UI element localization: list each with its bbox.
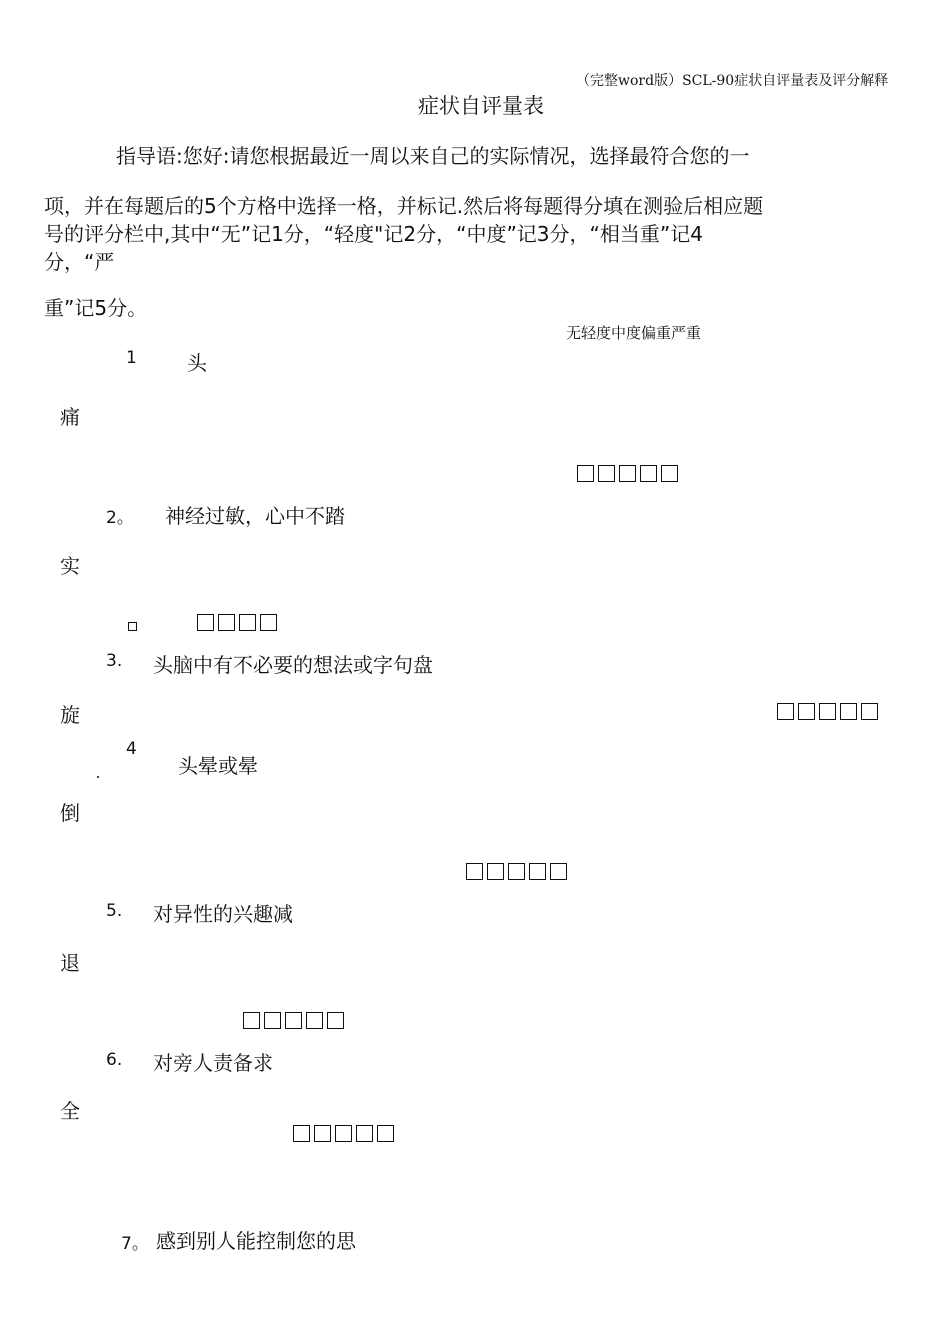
rating-checkbox-severe[interactable] (861, 703, 878, 720)
rating-boxes (197, 614, 277, 631)
rating-checkbox-moderate[interactable] (335, 1125, 352, 1142)
question-text: 神经过敏，心中不踏 (165, 504, 345, 528)
question-number: 2。 (106, 508, 134, 528)
rating-checkbox-rather-severe[interactable] (840, 703, 857, 720)
instructions-line-2: 项，并在每题后的5个方格中选择一格，并标记.然后将每题得分填在测验后相应题 (44, 194, 764, 218)
rating-checkbox-mild[interactable] (598, 465, 615, 482)
rating-checkbox-none[interactable] (243, 1012, 260, 1029)
rating-checkbox-rather-severe[interactable] (529, 863, 546, 880)
rating-checkbox-severe[interactable] (377, 1125, 394, 1142)
rating-checkbox-moderate[interactable] (619, 465, 636, 482)
rating-checkbox-severe[interactable] (661, 465, 678, 482)
question-text: 对异性的兴趣减 (153, 902, 293, 926)
question-text-continuation: 痛 (60, 405, 80, 429)
rating-checkbox-moderate[interactable] (819, 703, 836, 720)
document-header: （完整word版）SCL-90症状自评量表及评分解释 (576, 73, 889, 89)
question-text: 感到别人能控制您的思 (156, 1229, 356, 1253)
rating-checkbox-rather-severe[interactable] (640, 465, 657, 482)
rating-checkbox-severe[interactable] (260, 614, 277, 631)
question-number: 4 (126, 739, 137, 759)
rating-checkbox-mild[interactable] (314, 1125, 331, 1142)
rating-boxes (243, 1012, 344, 1029)
rating-checkbox-none[interactable] (466, 863, 483, 880)
rating-checkbox-none[interactable] (128, 622, 137, 631)
rating-checkbox-mild[interactable] (197, 614, 214, 631)
question-number: 5. (106, 901, 123, 921)
question-text-continuation: 倒 (60, 801, 80, 825)
instructions-line-5: 重”记5分。 (44, 296, 148, 320)
question-text: 头晕或晕 (178, 754, 258, 778)
question-text-continuation: 实 (60, 554, 80, 578)
rating-checkbox-moderate[interactable] (285, 1012, 302, 1029)
question-text-continuation: 退 (60, 951, 80, 975)
question-number: 7。 (121, 1234, 149, 1254)
rating-boxes (466, 863, 567, 880)
stray-dot (97, 776, 99, 778)
question-text-continuation: 全 (60, 1099, 80, 1123)
rating-boxes (293, 1125, 394, 1142)
rating-boxes (577, 465, 678, 482)
rating-checkbox-rather-severe[interactable] (356, 1125, 373, 1142)
rating-checkbox-none[interactable] (577, 465, 594, 482)
question-number: 6. (106, 1050, 123, 1070)
question-text: 头 (187, 351, 207, 375)
question-text: 对旁人责备求 (153, 1051, 273, 1075)
rating-scale-legend: 无轻度中度偏重严重 (566, 324, 702, 342)
rating-checkbox-severe[interactable] (327, 1012, 344, 1029)
rating-checkbox-mild[interactable] (798, 703, 815, 720)
instructions-line-4: 分，“严 (44, 250, 115, 274)
rating-checkbox-moderate[interactable] (508, 863, 525, 880)
question-text: 头脑中有不必要的想法或字句盘 (153, 653, 433, 677)
rating-checkbox-moderate[interactable] (218, 614, 235, 631)
instructions-line-3: 号的评分栏中,其中“无”记1分，“轻度"记2分，“中度”记3分，“相当重”记4 (44, 222, 703, 246)
question-number: 3. (106, 651, 123, 671)
rating-checkbox-rather-severe[interactable] (306, 1012, 323, 1029)
rating-checkbox-mild[interactable] (487, 863, 504, 880)
question-text-continuation: 旋 (60, 703, 80, 727)
rating-checkbox-none[interactable] (777, 703, 794, 720)
rating-checkbox-severe[interactable] (550, 863, 567, 880)
instructions-line-1: 指导语:您好:请您根据最近一周以来自己的实际情况，选择最符合您的一 (116, 144, 750, 168)
rating-checkbox-rather-severe[interactable] (239, 614, 256, 631)
question-number: 1 (126, 348, 137, 368)
page-title: 症状自评量表 (418, 94, 544, 118)
rating-checkbox-none[interactable] (293, 1125, 310, 1142)
rating-checkbox-mild[interactable] (264, 1012, 281, 1029)
rating-boxes (777, 703, 878, 720)
